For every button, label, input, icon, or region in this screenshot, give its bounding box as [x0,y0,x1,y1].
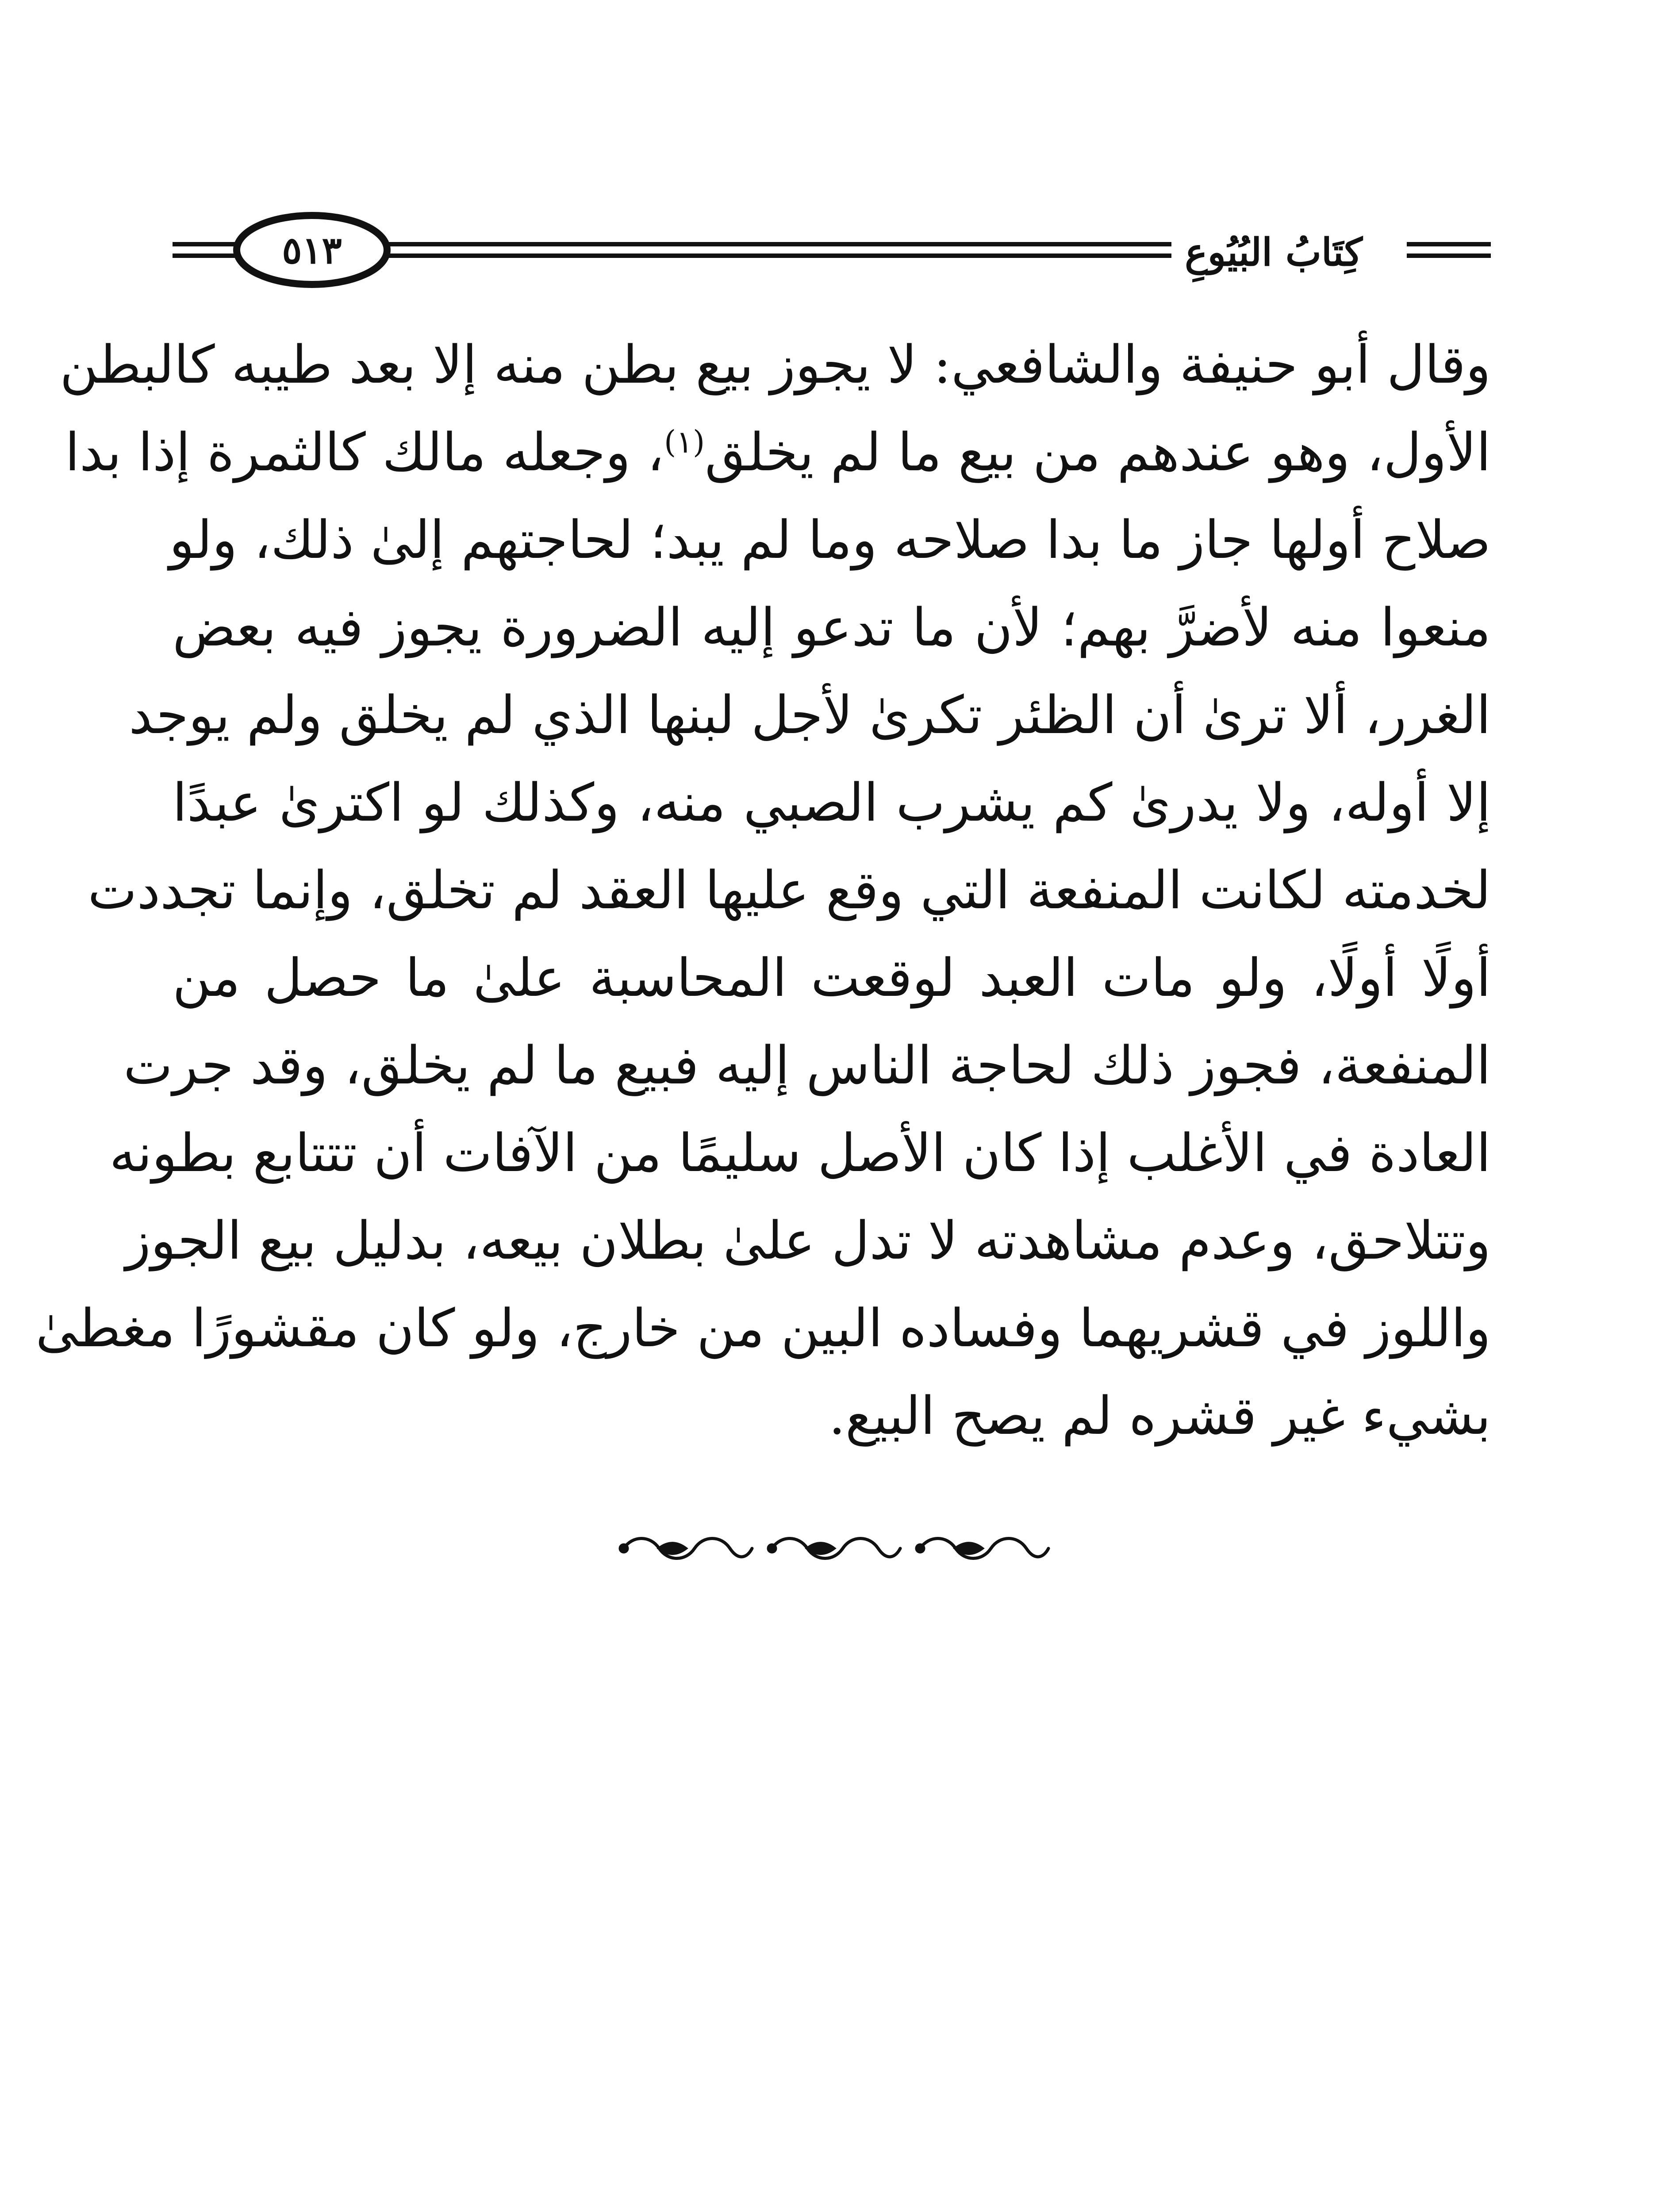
section-end-ornament-icon [615,1531,1053,1566]
text-line: منعوا منه لأضرَّ بهم؛ لأن ما تدعو إليه الضرورة يجوز فيه بعض [173,597,1491,658]
text-line: إلا أوله، ولا يدرىٰ كم يشرب الصبي منه، وكذلك لو اكترىٰ عبدًا [173,772,1491,833]
text-line: صلاح أولها جاز ما بدا صلاحه وما لم يبد؛ لحاجتهم إلىٰ ذلك، ولو [169,509,1491,570]
text-line: أولًا أولًا، ولو مات العبد لوقعت المحاسبة علىٰ ما حصل من [173,947,1491,1008]
body-text [35,321,1491,1459]
text-line: العادة في الأغلب إذا كان الأصل سليمًا من الآفات أن تتتابع بطونه [109,1122,1491,1183]
footnote-marker: (١) [664,424,705,460]
text-line: المنفعة، فجوز ذلك لحاجة الناس إليه فبيع ما لم يخلق، وقد جرت [123,1035,1491,1096]
text-line: الغرر، ألا ترىٰ أن الظئر تكرىٰ لأجل لبنها الذي لم يخلق ولم يوجد [129,684,1491,745]
text-line [65,408,1491,496]
text-line: وتتلاحق، وعدم مشاهدته لا تدل علىٰ بطلان بيعه، بدليل بيع الجوز [125,1210,1491,1271]
text-line: بشيء غير قشره لم يصح البيع. [829,1385,1491,1446]
running-header [173,208,1491,292]
text-line: لخدمته لكانت المنفعة التي وقع عليها العقد لم تخلق، وإنما تجددت [88,860,1491,921]
text-segment: الأول، وهو عندهم من بيع ما لم يخلق [705,422,1491,483]
book-title: كِتَابُ البُيُوعِ [1171,226,1376,279]
page-number: ٥١٣ [282,228,342,272]
text-line: وقال أبو حنيفة والشافعي: لا يجوز بيع بطن منه إلا بعد طيبه كالبطن [60,334,1491,395]
text-segment: ، وجعله مالك كالثمرة إذا بدا [65,422,664,483]
text-line: واللوز في قشريهما وفساده البين من خارج، ولو كان مقشورًا مغطىٰ [35,1298,1491,1359]
